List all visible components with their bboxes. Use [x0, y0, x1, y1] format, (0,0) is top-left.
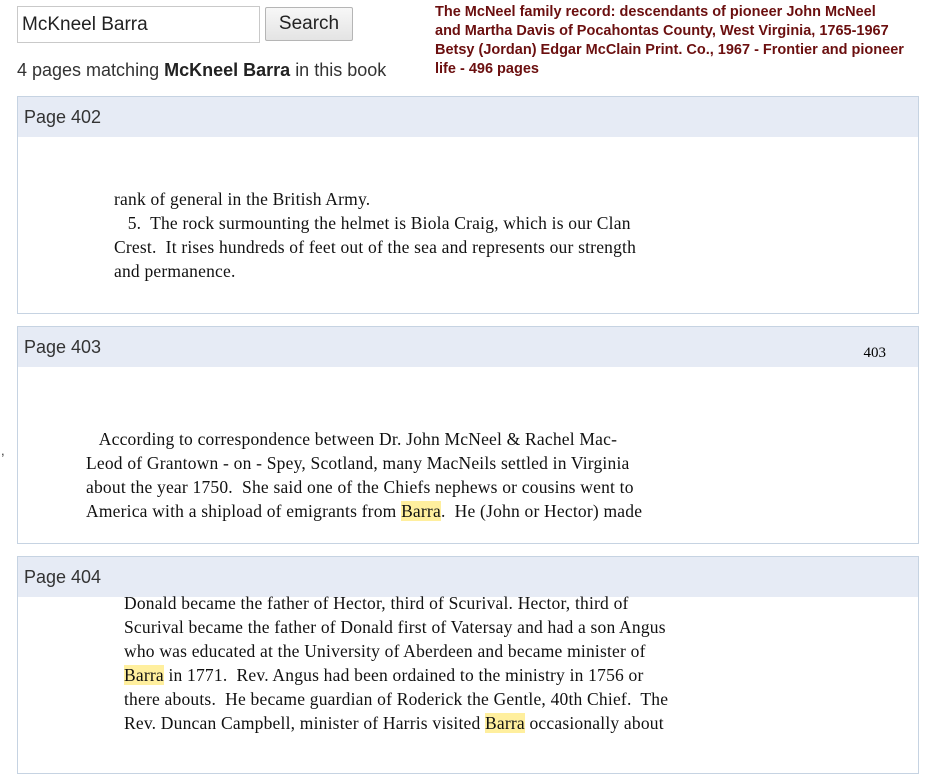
snippet-text: Rev. Duncan Campbell, minister of Harris visited: [124, 713, 486, 733]
book-title: The McNeel family record: descendants of pioneer John McNeel and Martha Davis of Pocahontas County, West Virginia, 1765-1967: [435, 4, 889, 39]
page-snippet[interactable]: [86, 367, 890, 543]
result-page-label[interactable]: Page 402: [18, 97, 918, 137]
search-button[interactable]: Search: [265, 7, 353, 41]
snippet-text: Scurival became the father of Donald first of Vatersay and had a son Angus: [124, 617, 666, 637]
snippet-line: [114, 187, 890, 211]
snippet-line: [124, 663, 890, 687]
page-number: 403: [863, 345, 886, 361]
snippet-text: about the year 1750. She said one of the Chiefs nephews or cousins went to: [86, 477, 634, 497]
highlighted-match: Barra: [485, 713, 525, 733]
snippet-line: [86, 427, 890, 451]
summary-prefix: 4 pages matching: [17, 60, 160, 80]
book-info: [435, 3, 905, 79]
snippet-line: [124, 615, 890, 639]
snippet-text: and permanence.: [114, 261, 236, 281]
snippet-text: who was educated at the University of Aberdeen and became minister of: [124, 641, 646, 661]
book-byline: Betsy (Jordan) Edgar McClain Print. Co., 1967 - Frontier and pioneer life - 496 pages: [435, 42, 904, 77]
result-page-402[interactable]: [17, 96, 919, 314]
snippet-line: [86, 499, 890, 523]
snippet-text: . He (John or Hector) made: [440, 501, 643, 521]
snippet-text: in 1771. Rev. Angus had been ordained to the ministry in 1756 or: [163, 665, 644, 685]
result-page-label[interactable]: Page 404: [18, 557, 918, 597]
summary-suffix: in this book: [295, 60, 387, 80]
result-page-404[interactable]: [17, 556, 919, 774]
snippet-text: rank of general in the British Army.: [114, 189, 371, 209]
snippet-text: Crest. It rises hundreds of feet out of the sea and represents our strength: [114, 237, 637, 257]
snippet-line: [86, 451, 890, 475]
snippet-line: [114, 259, 890, 283]
result-page-label[interactable]: Page 403: [18, 327, 918, 367]
snippet-text: Leod of Grantown - on - Spey, Scotland, many MacNeils settled in Virginia: [86, 453, 630, 473]
search-input[interactable]: [17, 6, 260, 43]
highlighted-match: Barra: [401, 501, 441, 521]
snippet-line: [124, 639, 890, 663]
page-snippet[interactable]: [114, 137, 890, 307]
snippet-text: America with a shipload of emigrants from: [86, 501, 402, 521]
highlighted-match: Barra: [124, 665, 164, 685]
snippet-line: [114, 211, 890, 235]
result-page-403[interactable]: [17, 326, 919, 544]
results-summary: [17, 60, 386, 81]
snippet-line: [114, 235, 890, 259]
snippet-text: According to correspondence between Dr. John McNeel & Rachel Mac-: [86, 429, 618, 449]
snippet-text: 5. The rock surmounting the helmet is Biola Craig, which is our Clan: [114, 213, 631, 233]
stray-mark: ,: [1, 443, 5, 458]
snippet-line: [124, 591, 890, 615]
snippet-text: Donald became the father of Hector, third of Scurival. Hector, third of: [124, 593, 629, 613]
snippet-line: [124, 687, 890, 711]
summary-query: McKneel Barra: [164, 60, 291, 80]
snippet-line: [86, 475, 890, 499]
snippet-line: [124, 711, 890, 735]
snippet-text: there abouts. He became guardian of Roderick the Gentle, 40th Chief. The: [124, 689, 669, 709]
page-snippet[interactable]: [124, 591, 890, 767]
snippet-text: occasionally about: [524, 713, 664, 733]
